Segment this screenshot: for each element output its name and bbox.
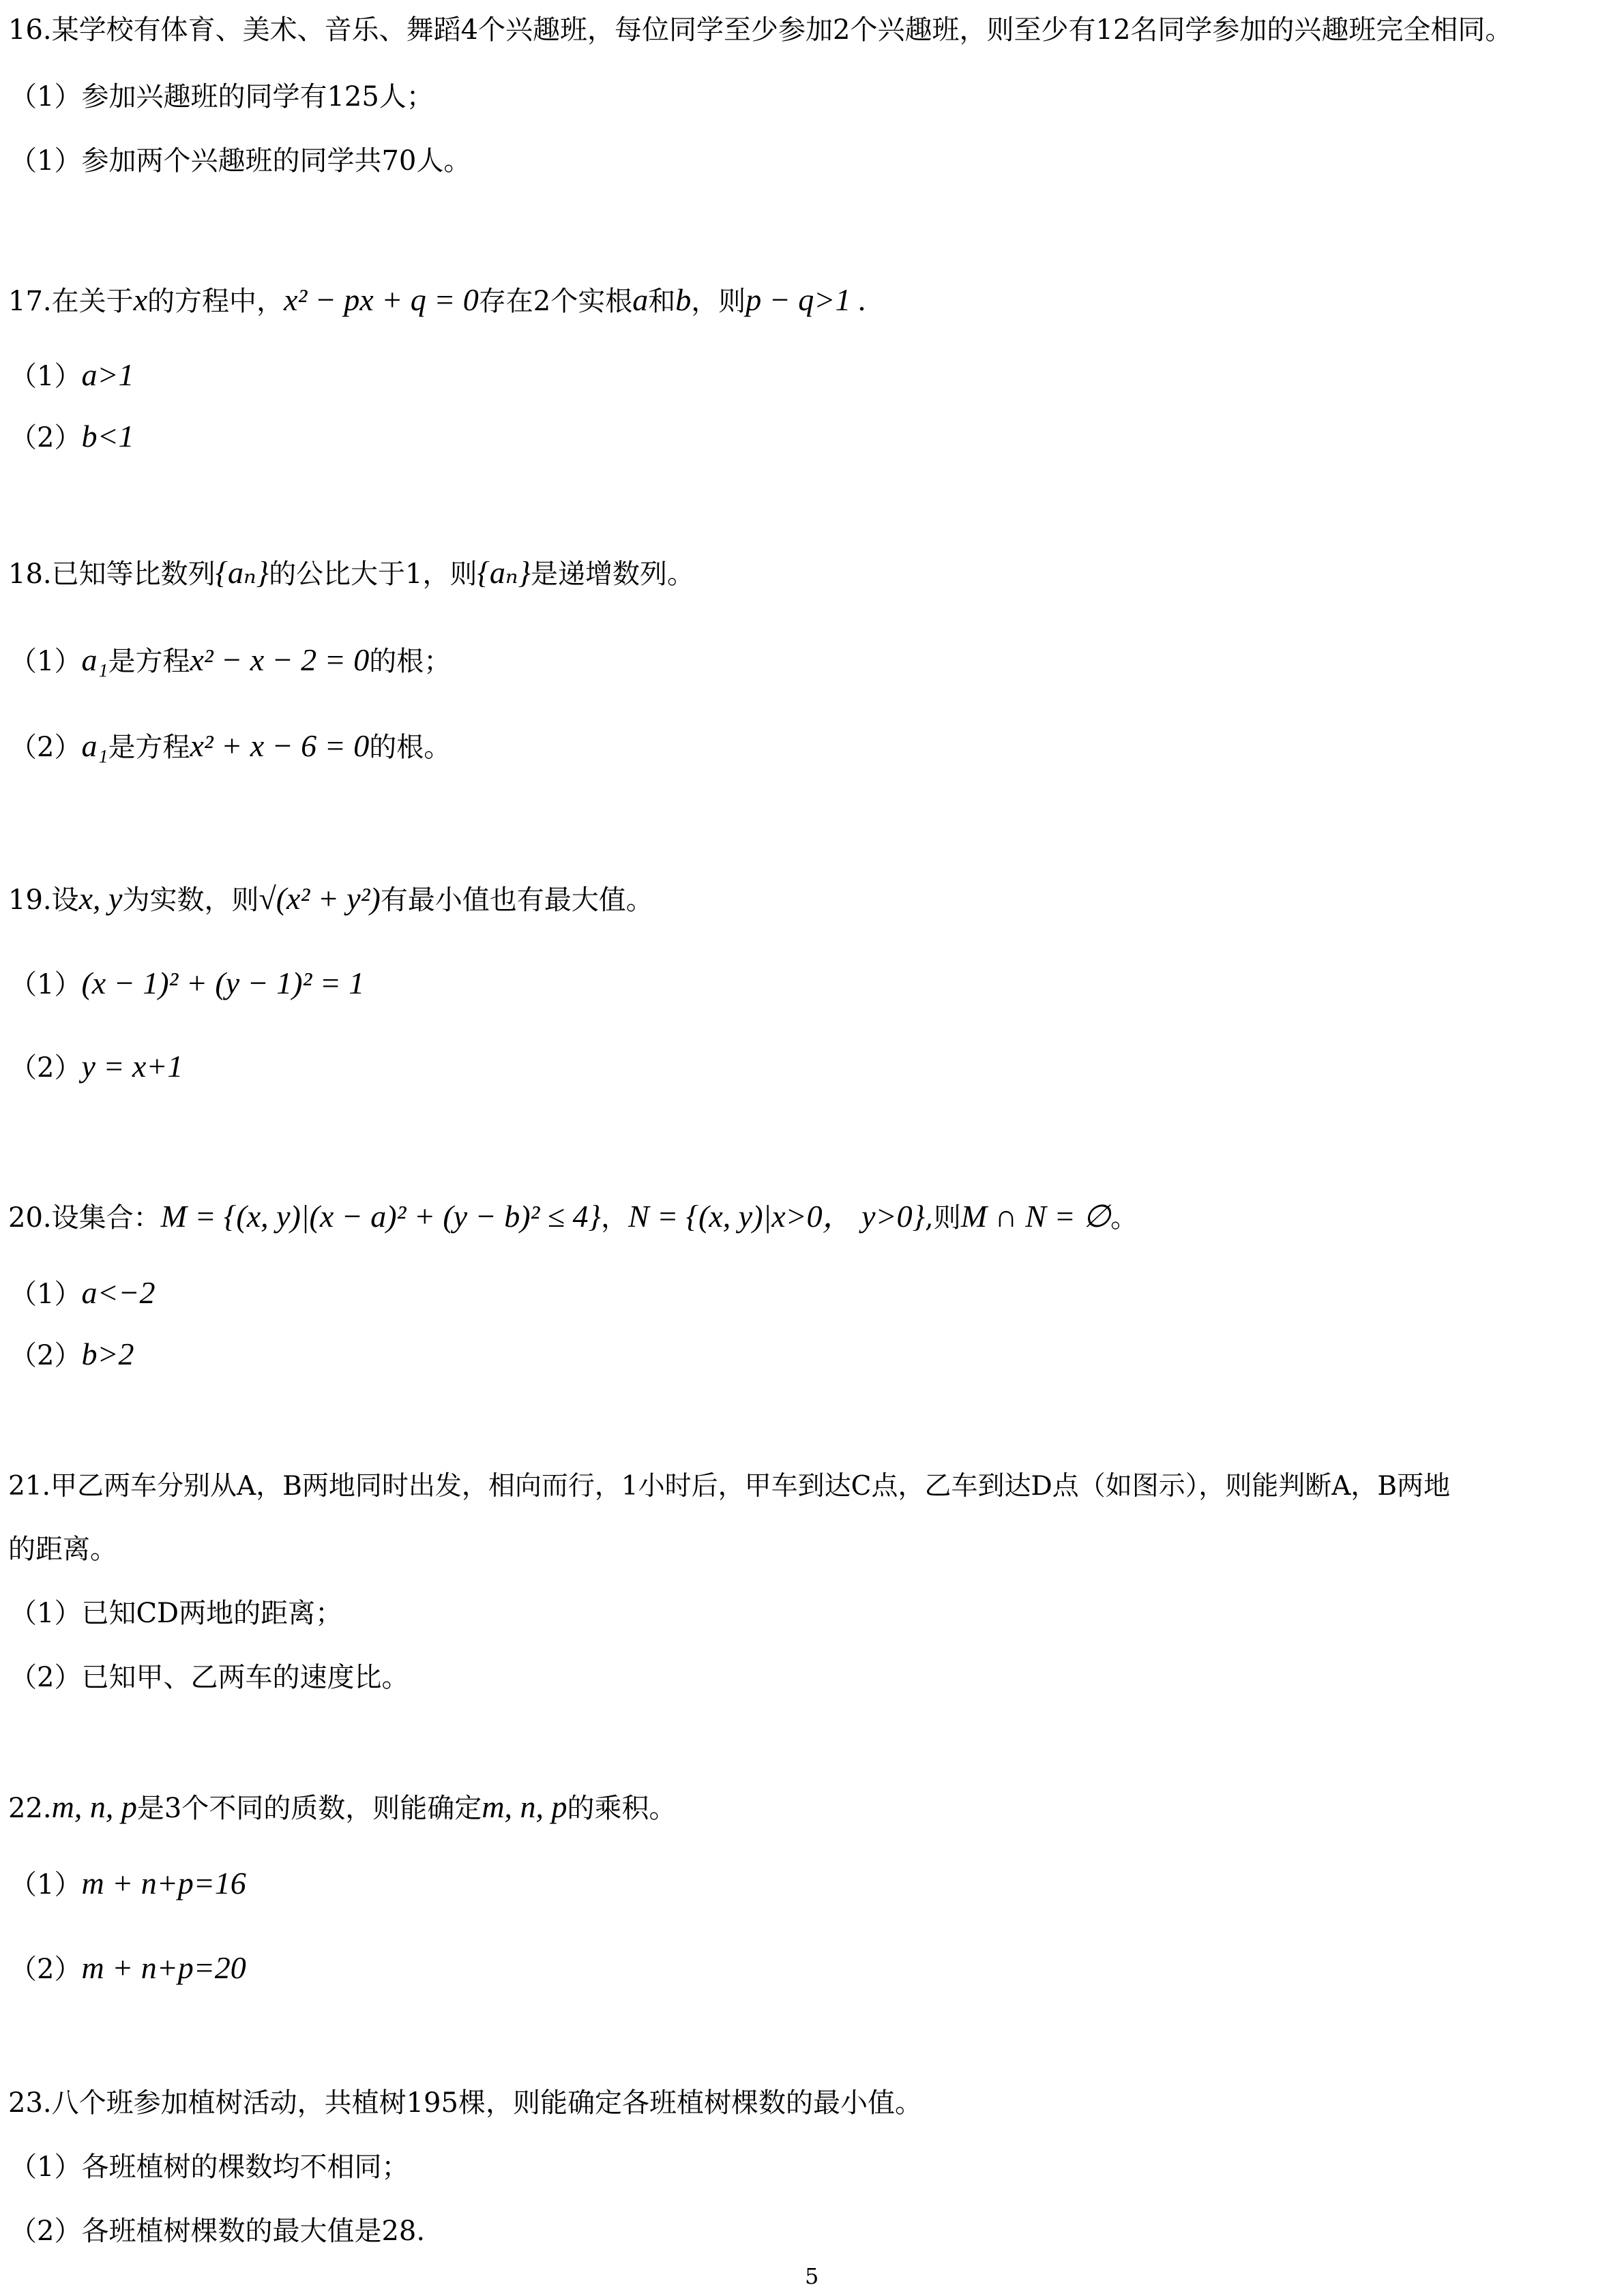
question-20-stem	[8, 1197, 1138, 1237]
question-19-stem-pre: 19.设	[8, 884, 79, 916]
question-17-var-a: a	[632, 282, 649, 317]
option-label: （1）	[10, 1869, 82, 1900]
question-17-conclusion: p − q>1 .	[745, 282, 867, 317]
option-math: m + n+p=20	[81, 1950, 246, 1985]
option-math: (x − 1)² + (y − 1)² = 1	[81, 966, 365, 1000]
option-label: （2）	[10, 1954, 82, 1985]
option-math: b<1	[81, 419, 134, 453]
option-label: （1）	[10, 646, 82, 677]
option-math: a<−2	[81, 1275, 156, 1310]
option-label: （1）	[10, 361, 82, 392]
option-math: m + n+p=16	[81, 1866, 246, 1900]
question-19-vars: x, y	[78, 881, 123, 916]
question-21-option-2: （2）已知甲、乙两车的速度比。	[10, 1662, 409, 1693]
question-19-option-1	[10, 964, 364, 1004]
option-label: （2）	[10, 1052, 82, 1084]
question-20-set-m: M = {(x, y)|(x − a)² + (y − b)² ≤ 4}	[160, 1199, 601, 1234]
question-17-option-1	[10, 356, 134, 396]
question-17-then: ，则	[691, 286, 746, 317]
question-20-end: 。	[1110, 1202, 1138, 1234]
option-label: （1）	[10, 1279, 82, 1310]
question-20-option-1	[10, 1274, 156, 1313]
question-21-option-1: （1）已知CD两地的距离；	[10, 1598, 343, 1629]
question-16-option-2: （1）参加两个兴趣班的同学共70人。	[10, 145, 471, 177]
question-22-stem-pre: 22.	[8, 1793, 52, 1824]
option-equation: x² + x − 6 = 0	[190, 728, 370, 763]
page-number: 5	[805, 2263, 819, 2289]
question-17-stem-pre: 17.在关于	[8, 286, 134, 317]
option-post: 的根。	[369, 732, 452, 763]
option-label: （2）	[10, 1340, 82, 1371]
option-math: b>2	[81, 1337, 134, 1371]
question-18-stem	[8, 554, 694, 593]
question-20-separator: ，	[600, 1202, 628, 1234]
option-label: （1）	[10, 969, 82, 1000]
question-21-stem-line-2: 的距离。	[8, 1534, 117, 1565]
question-20-then: ,则	[925, 1202, 961, 1234]
question-22-vars: m, n, p	[51, 1789, 137, 1824]
option-label: （2）	[10, 422, 82, 453]
question-23-option-2: （2）各班植树棵数的最大值是28.	[10, 2216, 426, 2247]
question-17-var-b: b	[675, 282, 692, 317]
question-19-stem-post: 有最小值也有最大值。	[380, 884, 653, 916]
question-17-stem-mid2: 存在2个实根	[478, 286, 633, 317]
question-16-stem: 16.某学校有体育、美术、音乐、舞蹈4个兴趣班，每位同学至少参加2个兴趣班，则至少有12名同学参加的兴趣班完全相同。	[8, 14, 1513, 46]
question-17-stem	[8, 281, 866, 320]
question-19-expression: √(x² + y²)	[259, 881, 381, 916]
option-math: a>1	[81, 357, 134, 392]
question-17-option-2	[10, 417, 134, 457]
question-22-option-2	[10, 1949, 246, 1988]
question-20-conclusion: M ∩ N = ∅	[960, 1199, 1111, 1234]
option-text: 是方程	[108, 732, 190, 763]
option-label: （2）	[10, 732, 82, 763]
question-19-option-2	[10, 1047, 183, 1087]
question-22-stem-mid: 是3个不同的质数，则能确定	[136, 1793, 482, 1824]
question-18-stem-pre: 18.已知等比数列	[8, 558, 216, 590]
question-22-option-1	[10, 1864, 246, 1904]
question-17-stem-mid: 的方程中，	[147, 286, 284, 317]
question-19-stem-mid: 为实数，则	[122, 884, 259, 916]
question-18-sequence-2: {aₙ}	[477, 555, 531, 590]
question-16-option-1: （1）参加兴趣班的同学有125人；	[10, 81, 434, 113]
question-17-equation: x² − px + q = 0	[284, 282, 479, 317]
question-22-vars-2: m, n, p	[482, 1789, 567, 1824]
question-18-sequence: {aₙ}	[215, 555, 269, 590]
option-var: a₁	[81, 728, 108, 763]
question-22-stem-post: 的乘积。	[567, 1793, 677, 1824]
question-17-and: 和	[648, 286, 676, 317]
question-17-var: x	[133, 282, 148, 317]
option-math: y = x+1	[81, 1049, 183, 1084]
question-23-stem: 23.八个班参加植树活动，共植树195棵，则能确定各班植树棵数的最小值。	[8, 2087, 922, 2119]
question-20-stem-pre: 20.设集合：	[8, 1202, 161, 1234]
question-20-option-2	[10, 1335, 134, 1375]
question-18-stem-mid: 的公比大于1，则	[269, 558, 477, 590]
option-post: 的根；	[369, 646, 452, 677]
question-18-stem-post: 是递增数列。	[530, 558, 694, 590]
question-23-option-1: （1）各班植树的棵数均不相同；	[10, 2151, 409, 2183]
question-21-stem-line-1: 21.甲乙两车分别从A，B两地同时出发，相向而行，1小时后，甲车到达C点，乙车到达D点（如图示），则能判断A，B两地	[8, 1471, 1451, 1502]
option-text: 是方程	[108, 646, 190, 677]
question-20-set-n: N = {(x, y)|x>0， y>0}	[628, 1199, 925, 1234]
option-var: a₁	[81, 642, 108, 677]
option-equation: x² − x − 2 = 0	[190, 642, 370, 677]
question-18-option-2	[10, 727, 451, 766]
question-18-option-1	[10, 641, 451, 681]
question-19-stem	[8, 880, 653, 919]
question-22-stem	[8, 1788, 677, 1828]
